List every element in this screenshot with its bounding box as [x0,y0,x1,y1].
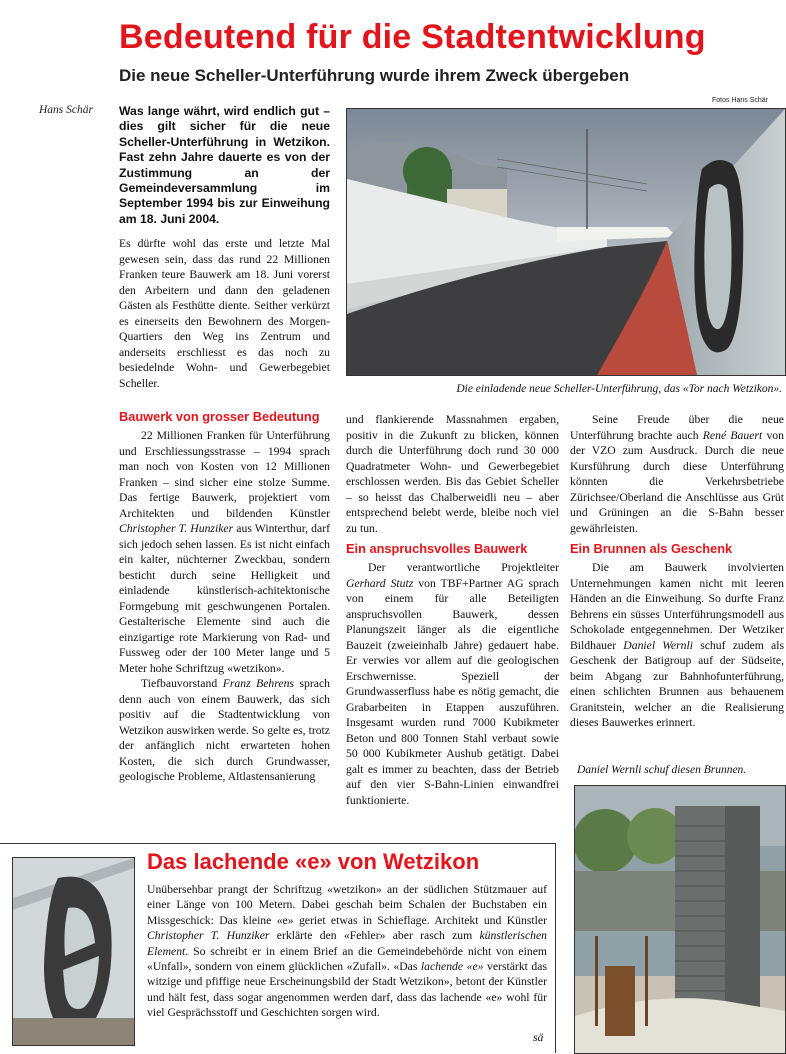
sidebar-title: Das lachende «e» von Wetzikon [147,849,480,874]
paragraph-geschenk: Die am Bauwerk involvierten Unternehmungen kamen nicht mit leeren Händen an die Einweihung. So durfte Franz Behrens ein süsses Unterführungsmodell aus Schokolade entgegennehmen. Der Wetziker Bildhauer Daniel Wernli schuf zudem als Geschenk der Batigroup auf der Südseite, beim Abgang zur Bahnhofunterführung, einen schlichten Brunnen aus behauenem Granitstein, welcher an die Realisierung dieses Bauwerkes erinnert. [570,561,785,729]
section-heading-brunnen: Ein Brunnen als Geschenk [570,541,733,556]
section-heading-anspruchsvoll: Ein anspruchsvolles Bauwerk [346,541,528,556]
column-3 [570,412,784,731]
paragraph-kosten: 22 Millionen Franken für Unterführung und Erschliessungsstrasse – 1994 sprach man noch von Kosten von 12 Millionen Franken – sind sicher eine stolze Summe. Das fertige Bauwerk, projektiert vom Architekten und bildenden Künstler Christopher T. Hunziker aus Winterthur, darf sich jedoch sehen lassen. Es ist nicht einfach ein kalter, nüchterner Zweckbau, sondern besticht durch seine Helligkeit und einladende künstlerisch-achitektonische Formgebung mit geschwungenen Portalen. Gestalterische Elemente sind auch die einzigartige rote Markierung von Rad- und Fussweg oder der 100 Meter lange und 5 Meter hohe Schriftzug «wetzikon». [119,429,330,675]
fountain-photo [574,785,786,1054]
paragraph-vzo: Seine Freude über die neue Unterführung brachte auch René Bauert von der VZO zum Ausdruck. Durch die neue Kursführung durch diese Unterführung könnten die Verkehrsbetriebe Zürichsee/Oberland die Anschlüsse aus Grüt und Grüningen an die S-Bahn besser gewährleisten. [570,413,784,535]
paragraph-projektleiter: Der verantwortliche Projektleiter Gerhard Stutz von TBF+Partner AG sprach von einem für alle Beteiligten anspruchsvollen Bauwerk, dessen Planungszeit länger als die eigentliche Bauzeit (zweieinhalb Jahre) gedauert habe. Er verwies vor allem auf die geologischen Erschwernisse. Speziell der Grundwasserfluss habe es nötig gemacht, die Grabarbeiten in Etappen auszuführen. Insgesamt wurden rund 7000 Kubikmeter Beton und 800 Tonnen Stahl verbaut sowie 50 000 Kubikmeter Aushub getätigt. Dabei galt es immer zu beachten, dass der Betrieb auf den vier S-Bahn-Linien einwandfrei funktionierte. [346,561,559,807]
paragraph-tiefbauvorstand: Tiefbauvorstand Franz Behrens sprach denn auch von einem Bauwerk, das sich positiv auf die Stadtentwicklung von Wetzikon auswirken werde. So gelte es, trotz der anfänglich nicht erwarteten hohen Kosten, die sich durch Grundwasser, geologische Probleme, Altlastensanierung [119,677,330,783]
lead-paragraph: Was lange währt, wird endlich gut – dies gilt sicher für die neue Scheller-Unterführung in Wetzikon. Fast zehn Jahre dauerte es von der Zustimmung an der Gemeindeversammlung im September 1994 bis zur Einweihung am 18. Juni 2004. [119,104,330,226]
photo-credit: Fotos Hans Schär [712,97,769,104]
signature: sä [533,1031,544,1044]
paragraph-erschliessung: und flankierende Massnahmen ergaben, positiv in die Zukunft zu blicken, können durch die Unterführung doch rund 30 000 Quadratmeter Wohn- und Gewerbegebiet erschlossen werden. Bis das Gebiet Scheller – so heisst das Chalberweidli neu – aber entsprechend belebt werde, bleibe noch viel zu tun. [346,413,559,535]
headline: Bedeutend für die Stadtentwicklung [119,18,706,56]
intro-paragraph: Es dürfte wohl das erste und letzte Mal gewesen sein, dass das rund 22 Millionen Franken teure Bauwerk am 18. Juni vorerst den Arbeitern und dann den geladenen Gästen als Festhütte diente. Seither verkürzt es einerseits den Bewohnern des Morgen-Quartiers den Weg ins Zentrum und anderseits erschliesst es das noch zu besiedelnde Wohn- und Gewerbegebiet Scheller. [119,237,330,390]
underpass-photo [346,108,786,376]
underpass-caption: Die einladende neue Scheller-Unterführung, das «Tor nach Wetzikon». [456,383,782,395]
section-heading-bauwerk: Bauwerk von grosser Bedeutung [119,409,320,424]
subheadline: Die neue Scheller-Unterführung wurde ihrem Zweck übergeben [119,66,630,85]
fountain-caption: Daniel Wernli schuf diesen Brunnen. [577,764,747,776]
lachende-e-photo [12,857,135,1046]
sidebar-body: Unübersehbar prangt der Schriftzug «wetzikon» an der südlichen Stützmauer auf einer Länge von 100 Metern. Dabei geschah beim Schalen der Buchstaben ein Missgeschick: Das kleine «e» geriet etwas in Schieflage. Architekt und Künstler Christopher T. Hunziker erklärte den «Fehler» aber rasch zum künstlerischen Element. So schreibt er in einem Brief an die Gemeindebehörde nicht von einem «Unfall», sondern von einem glücklichen «Zufall». «Das lachende «e» verstärkt das witzige und pfiffige neue Erscheinungsbild der Stadt Wetzikon», betont der Künstler und hält fest, dass sogar angenommen werden darf, dass das lachende «e» wohl für viel Gesprächsstoff und Geschichten sorgen wird. [147,883,548,1020]
column-1 [119,404,330,785]
intro-column [119,236,330,391]
author-byline: Hans Schär [39,104,93,116]
column-2 [346,412,559,808]
